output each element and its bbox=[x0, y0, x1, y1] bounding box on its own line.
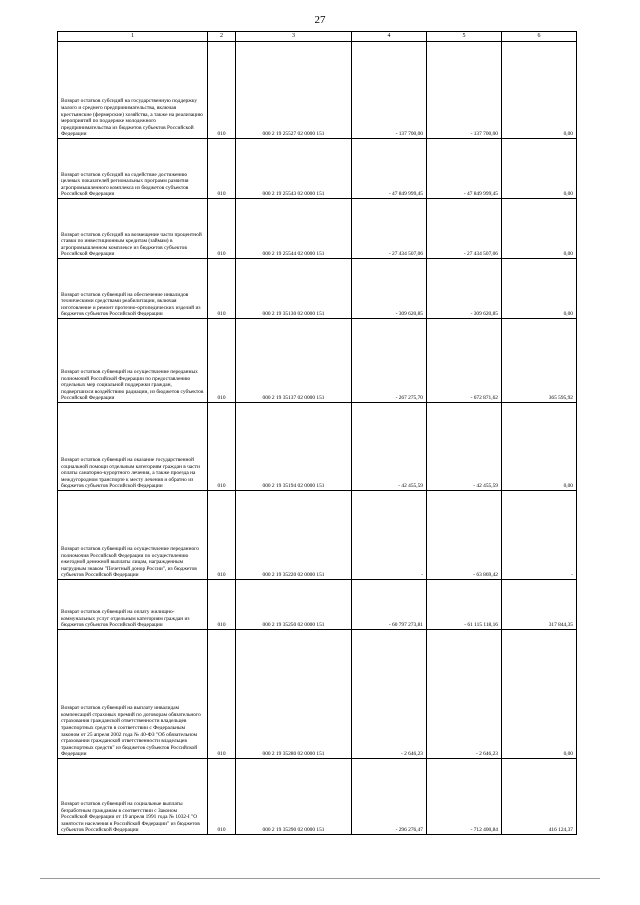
value-col-4: - 60 797 273,81 bbox=[352, 580, 427, 630]
budget-classification-code: 000 2 19 35250 02 0000 151 bbox=[236, 580, 352, 630]
table-row bbox=[58, 491, 577, 580]
header-col-4: 4 bbox=[352, 32, 427, 42]
page-number: 27 bbox=[314, 14, 326, 26]
header-col-2: 2 bbox=[208, 32, 236, 42]
value-col-5: - 42 455,59 bbox=[427, 403, 502, 491]
table-row bbox=[58, 42, 577, 139]
budget-classification-code: 000 2 19 35194 02 0000 151 bbox=[236, 403, 352, 491]
header-col-1: 1 bbox=[58, 32, 208, 42]
row-code: 010 bbox=[208, 403, 236, 491]
row-code: 010 bbox=[208, 491, 236, 580]
value-col-5: - 309 620,85 bbox=[427, 259, 502, 319]
row-code: 010 bbox=[208, 259, 236, 319]
value-col-6: 317 844,35 bbox=[502, 580, 577, 630]
row-description: Возврат остатков субвенций на оплату жилищно-коммунальных услуг отдельным категориям граждан из бюджетов субъектов Российской Федерации bbox=[58, 580, 208, 630]
value-col-6: 0,00 bbox=[502, 42, 577, 139]
table-row bbox=[58, 259, 577, 319]
budget-classification-code: 000 2 19 35280 02 0000 151 bbox=[236, 630, 352, 759]
value-col-5: - 137 700,00 bbox=[427, 42, 502, 139]
table-row bbox=[58, 139, 577, 199]
row-code: 010 bbox=[208, 42, 236, 139]
row-description: Возврат остатков субвенций на выплату инвалидам компенсаций страховых премий по договорам обязательного страхования гражданской ответственности владельцев транспортных средств в соответствии с Федеральным законом от 25 апреля 2002 года № 40-ФЗ "Об обязательном страховании гражданской ответственности владельцев транспортных средств" из бюджетов субъектов Российской Федерации bbox=[58, 630, 208, 759]
value-col-4: - 27 434 507,06 bbox=[352, 199, 427, 259]
value-col-5: - 63 869,42 bbox=[427, 491, 502, 580]
value-col-5: - 672 871,62 bbox=[427, 319, 502, 403]
row-description: Возврат остатков субвенций на социальные выплаты безработным гражданам в соответствии с Законом Российской Федерации от 19 апреля 1991 года № 1032-I "О занятости населения в Российской Федерации" из бюджетов субъектов Российской Федерации bbox=[58, 759, 208, 835]
row-description: Возврат остатков субсидий на государственную поддержку малого и среднего предпринимательства, включая крестьянские (фермерские) хозяйства, а также на реализацию мероприятий по поддержке молодежного предпринимательства из бюджетов субъектов Российской Федерации bbox=[58, 42, 208, 139]
value-col-6: 0,00 bbox=[502, 259, 577, 319]
value-col-4: - bbox=[352, 491, 427, 580]
table-row bbox=[58, 630, 577, 759]
table-row bbox=[58, 580, 577, 630]
value-col-4: - 42 455,59 bbox=[352, 403, 427, 491]
value-col-4: - 296 276,47 bbox=[352, 759, 427, 835]
row-description: Возврат остатков субвенций на осуществление переданных полномочий Российской Федерации по предоставлению отдельных мер социальной поддержки граждан, подвергшихся воздействию радиации, из бюджетов субъектов Российской Федерации bbox=[58, 319, 208, 403]
row-code: 010 bbox=[208, 319, 236, 403]
row-code: 010 bbox=[208, 630, 236, 759]
value-col-6: 0,00 bbox=[502, 403, 577, 491]
row-code: 010 bbox=[208, 199, 236, 259]
budget-classification-code: 000 2 19 25527 02 0000 151 bbox=[236, 42, 352, 139]
value-col-6: 365 595,92 bbox=[502, 319, 577, 403]
value-col-6: 0,00 bbox=[502, 630, 577, 759]
row-code: 010 bbox=[208, 139, 236, 199]
value-col-6: 0,00 bbox=[502, 139, 577, 199]
value-col-6: - bbox=[502, 491, 577, 580]
budget-classification-code: 000 2 19 35130 02 0000 151 bbox=[236, 259, 352, 319]
row-description: Возврат остатков субсидий на возмещение части процентной ставки по инвестиционным кредитам (займам) в агропромышленном комплексе из бюджетов субъектов Российской Федерации bbox=[58, 199, 208, 259]
value-col-5: - 47 849 999,45 bbox=[427, 139, 502, 199]
row-description: Возврат остатков субвенций на обеспечение инвалидов техническими средствами реабилитации, включая изготовление и ремонт протезно-ортопедических изделий из бюджетов субъектов Российской Федерации bbox=[58, 259, 208, 319]
row-code: 010 bbox=[208, 759, 236, 835]
value-col-4: - 137 700,00 bbox=[352, 42, 427, 139]
header-col-3: 3 bbox=[236, 32, 352, 42]
budget-classification-code: 000 2 19 35137 02 0000 151 bbox=[236, 319, 352, 403]
value-col-4: - 47 849 999,45 bbox=[352, 139, 427, 199]
page-bottom-divider bbox=[40, 878, 600, 879]
budget-return-table bbox=[57, 31, 577, 835]
value-col-5: - 27 434 507,06 bbox=[427, 199, 502, 259]
row-description: Возврат остатков субсидий на содействие достижению целевых показателей региональных программ развития агропромышленного комплекса из бюджетов субъектов Российской Федерации bbox=[58, 139, 208, 199]
value-col-5: - 2 646,23 bbox=[427, 630, 502, 759]
budget-classification-code: 000 2 19 25544 02 0000 151 bbox=[236, 199, 352, 259]
budget-classification-code: 000 2 19 25543 02 0000 151 bbox=[236, 139, 352, 199]
value-col-5: - 61 115 118,16 bbox=[427, 580, 502, 630]
value-col-4: - 267 275,70 bbox=[352, 319, 427, 403]
value-col-6: 416 124,37 bbox=[502, 759, 577, 835]
value-col-6: 0,00 bbox=[502, 199, 577, 259]
value-col-4: - 309 620,85 bbox=[352, 259, 427, 319]
row-description: Возврат остатков субвенций на осуществление переданного полномочия Российской Федерации по осуществлению ежегодной денежной выплаты лицам, награжденным нагрудным знаком "Почетный донор России", из бюджетов субъектов Российской Федерации bbox=[58, 491, 208, 580]
table-row bbox=[58, 319, 577, 403]
table-header-row bbox=[58, 32, 577, 42]
budget-classification-code: 000 2 19 35290 02 0000 151 bbox=[236, 759, 352, 835]
table-row bbox=[58, 403, 577, 491]
budget-classification-code: 000 2 19 35220 02 0000 151 bbox=[236, 491, 352, 580]
header-col-6: 6 bbox=[502, 32, 577, 42]
value-col-4: - 2 646,23 bbox=[352, 630, 427, 759]
value-col-5: - 712 400,84 bbox=[427, 759, 502, 835]
row-description: Возврат остатков субвенций на оказание государственной социальной помощи отдельным категориям граждан в части оплаты санаторно-курортного лечения, а также проезда на междугородном транспорте к месту лечения и обратно из бюджетов субъектов Российской Федерации bbox=[58, 403, 208, 491]
header-col-5: 5 bbox=[427, 32, 502, 42]
table-row bbox=[58, 759, 577, 835]
row-code: 010 bbox=[208, 580, 236, 630]
table-row bbox=[58, 199, 577, 259]
